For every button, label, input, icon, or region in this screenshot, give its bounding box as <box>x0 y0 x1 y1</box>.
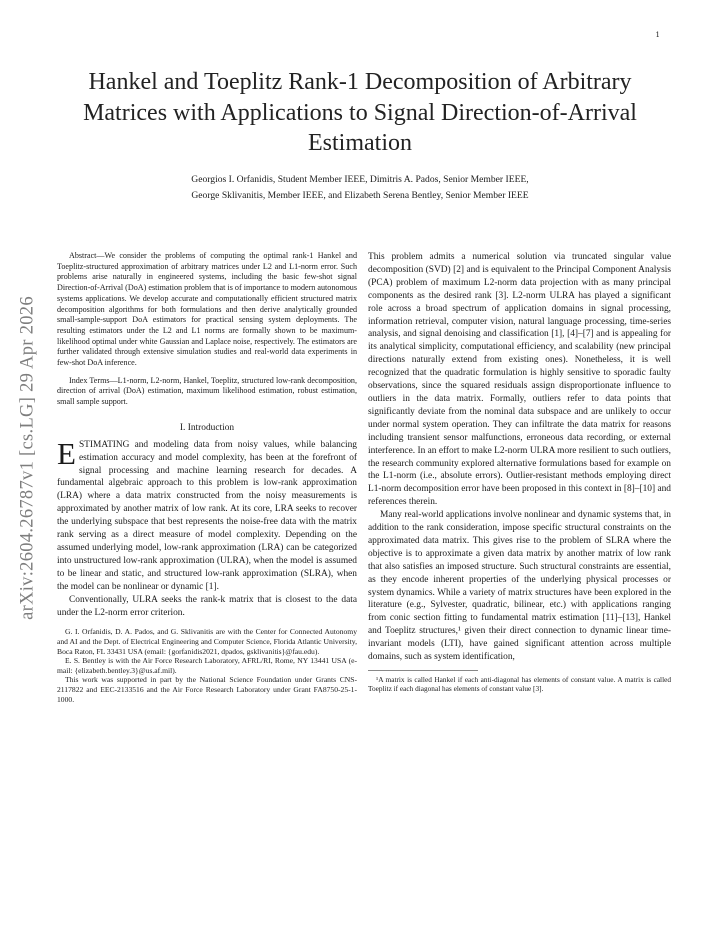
footnote-hankel-toeplitz: ¹A matrix is called Hankel if each anti-diagonal has elements of constant value. A matrix is called Toeplitz if each diagonal has elements of constant value [3]. <box>368 675 671 694</box>
author-block <box>60 172 660 203</box>
intro-paragraph-1 <box>57 435 357 594</box>
index-terms: Index Terms—L1-norm, L2-norm, Hankel, Toeplitz, structured low-rank decomposition, direction of arrival (DoA) estimation, maximum likelihood estimation, robust estimation, small sample support. <box>57 375 357 407</box>
drop-cap: E <box>57 435 76 471</box>
section-heading: I. Introduction <box>179 422 235 433</box>
abstract: Abstract—We consider the problems of computing the optimal rank-1 Hankel and Toeplitz-structured approximation of arbitrary matrices under L2 and L1-norm error. Such problems arise naturally in engineered systems, including the basic few-shot signal Direction-of-Arrival (DoA) estimation problem that is of importance to modern autonomous systems applications. We develop accurate and computationally efficient structured matrix decomposition algorithms for both formulations and then derive analytically grounded small-sample-support DoA estimators for practical sensing system deployments. The resulting estimators under the L2 and L1 norms are formally shown to be maximum-likelihood optimal under white Gaussian and Laplace noise, respectively. The estimators are further validated through extensive simulation studies and real-world data experiments in few-shot DoA inference. <box>57 251 357 368</box>
right-paragraph-1: This problem admits a numerical solution via truncated singular value decomposition (SVD) [2] and is equivalent to the Principal Component Analysis (PCA) problem of maximum L2-norm data projection with as many principal components as the desired rank [3]. L2-norm ULRA has played a significant role across a broad spectrum of application domains in signal processing, information retrieval, computer vision, natural language processing, time-series analysis, and signal denoising and classification [1], [4]–[7] and is appealing for its analytical simplicity, computational efficiency, and scalability (new principal directions naturally extend from existing ones). Nonetheless, it is well recognized that the quadratic formulation is highly sensitive to sporadic faulty observations, since the squared residuals assign disproportionate influence to outliers in the data matrix. Formally, outliers refer to data points that significantly deviate from the nominal data subspace and are unlikely to occur under normal system operation. They can infiltrate the data matrix for reasons including transient sensor malfunctions, erroneous data recording, or external interference. In an effort to make L2-norm ULRA more resilient to such outliers, the research community explored alternative formulations based for example on the L1-norm (i.e., absolute errors). Outlier-resistant methods employing direct L1-norm decomposition error have been proposed in this context in [8]–[10] and references therein. <box>368 252 671 508</box>
footnote-affiliation: G. I. Orfanidis, D. A. Pados, and G. Sklivanitis are with the Center for Connected Autonomy and AI and the Dept. of Electrical Engineering and Computer Science, Florida Atlantic University, Boca Raton, FL 33431 USA (email: {gorfanidis2021, dpados, gsklivanitis}@fau.edu). <box>57 627 357 656</box>
page-number: 1 <box>655 31 660 39</box>
author-line-2: George Sklivanitis, Member IEEE, and Elizabeth Serena Bentley, Senior Member IEEE <box>191 189 529 201</box>
left-column <box>57 251 357 704</box>
intro-paragraph-1-text: STIMATING and modeling data from noisy values, while balancing estimation accuracy and model complexity, has been at the forefront of signal processing and machine learning research for decades. A fundamental algebraic approach to this problem is low-rank approximation (LRA) where a data matrix constructed from the noisy measurements is approximated by another matrix of low rank. At its core, LRA seeks to recover the underlying subspace that best represents the noise-free data with the matrix rank serving as a direct measure of model complexity. Depending on the assumed underlying model, low-rank approximation (LRA) can be categorized into unstructured low-rank approximation (ULRA), when the model is assumed to be linear and static, and structured low-rank approximation (SLRA), when the model can be nonlinear or dynamic [1]. <box>57 439 357 592</box>
author-line-1: Georgios I. Orfanidis, Student Member IEEE, Dimitris A. Pados, Senior Member IEEE, <box>191 174 529 185</box>
footnote-funding: This work was supported in part by the National Science Foundation under Grants CNS-2117822 and EEC-2133516 and the Air Force Research Laboratory under Grant FA8750-25-1-1000. <box>57 675 357 704</box>
arxiv-stamp <box>8 258 48 658</box>
footnotes-left <box>57 627 357 704</box>
right-paragraph-2: Many real-world applications involve nonlinear and dynamic systems that, in addition to the rank consideration, impose specific structural constraints on the approximated data matrix. This gives rise to the problem of SLRA where the objective is to approximate a given data matrix by another matrix of low rank that also satisfies an imposed structure. Such structural constraints are essential, as they encode inherent properties of the underlying physical processes or system dynamics. While a variety of matrix structures have been explored in the literature (e.g., Sylvester, quadratic, bilinear, etc.) with applications ranging from conic section fitting to fundamental matrix estimation [11]–[13], Hankel and Toeplitz structures,¹ given their direct connection to dynamic linear time-invariant models (LTI), have gained significant attention across multiple domains, such as system identification, <box>368 510 671 663</box>
paper-title: Hankel and Toeplitz Rank-1 Decomposition of Arbitrary Matrices with Applications to Signal Direction-of-Arrival Estimation <box>83 69 637 156</box>
right-column <box>368 251 671 693</box>
footnote-bentley: E. S. Bentley is with the Air Force Research Laboratory, AFRL/RI, Rome, NY 13441 USA (e-mail: {elizabeth.bentley.3}@us.af.mil). <box>57 656 357 675</box>
intro-paragraph-2: Conventionally, ULRA seeks the rank-k matrix that is closest to the data under the L2-norm error criterion. <box>57 594 357 618</box>
arxiv-id: arXiv:2604.26787v1 [cs.LG] 29 Apr 2026 <box>17 296 38 620</box>
